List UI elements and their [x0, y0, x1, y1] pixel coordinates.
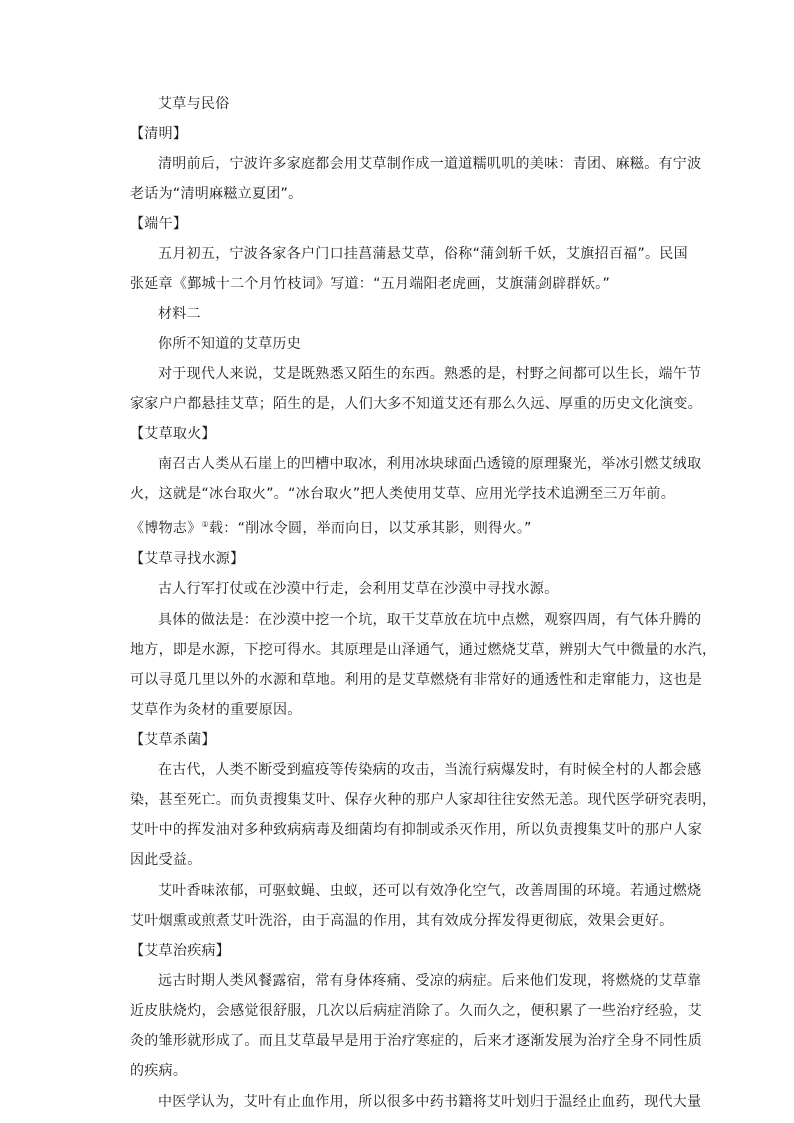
paragraph-qingming — [130, 154, 702, 205]
paragraph-water-2 — [130, 610, 717, 721]
paragraph-sterilize-1 — [130, 760, 717, 871]
heading-water: 【艾草寻找水源】 — [130, 550, 245, 567]
paragraph-intro — [130, 364, 702, 415]
paragraph-line: 清明前后，宁波许多家庭都会用艾草制作成一道道糯叽叽的美味：青团、麻糍。有宁波 — [158, 156, 702, 172]
paragraph-line: 的疾病。 — [130, 1062, 188, 1079]
heading-sterilize: 【艾草杀菌】 — [130, 731, 216, 748]
paragraph-line: 艾叶香味浓郁，可驱蚊蝇、虫蚁，还可以有效净化空气，改善周围的环境。若通过燃烧 — [158, 882, 702, 899]
heading-fire: 【艾草取火】 — [130, 426, 216, 442]
paragraph-line: 具体的做法是：在沙漠中挖一个坑，取干艾草放在坑中点燃，观察四周，有气体升腾的 — [158, 611, 702, 628]
history-title: 你所不知道的艾草历史 — [158, 336, 301, 352]
paragraph-disease-1 — [130, 971, 702, 1082]
paragraph-line: 中医学认为，艾叶有止血作用，所以很多中药书籍将艾叶划归于温经止血药，现代大量 — [158, 1093, 702, 1110]
paragraph-line: 火，这就是“冰台取火”。“冰台取火”把人类使用艾草、应用光学技术追溯至三万年前。 — [130, 486, 676, 502]
paragraph-line: 近皮肤烧灼，会感觉很舒服，几次以后病症消除了。久而久之，便积累了一些治疗经验，艾 — [130, 1002, 702, 1019]
heading-duanwu: 【端午】 — [130, 216, 188, 232]
paragraph-line: 张延章《鄞城十二个月竹枝词》写道：“五月端阳老虎画，艾旗蒲剑辟群妖。” — [130, 276, 611, 292]
paragraph-line: 远古时期人类风餐露宿，常有身体疼痛、受凉的病症。后来他们发现，将燃烧的艾草靠 — [158, 972, 702, 989]
paragraph-line: 因此受益。 — [130, 851, 202, 868]
paragraph-sterilize-2 — [130, 881, 702, 932]
paragraph-line: 老话为“清明麻糍立夏团”。 — [130, 186, 303, 202]
paragraph-line: 古人行军打仗或在沙漠中行走，会利用艾草在沙漠中寻找水源。 — [158, 580, 559, 597]
paragraph-line: 对于现代人来说，艾是既熟悉又陌生的东西。熟悉的是，村野之间都可以生长，端午节 — [158, 366, 702, 382]
paragraph-water-1 — [130, 579, 666, 600]
document-page — [130, 94, 717, 1113]
material-two-label: 材料二 — [158, 306, 201, 322]
paragraph-line: 染，甚至死亡。而负责搜集艾叶、保存火种的那户人家却往往安然无恙。现代医学研究表明， — [130, 791, 717, 808]
paragraph-line: 家家户户都悬挂艾草；陌生的是，人们大多不知道艾还有那么久远、厚重的历史文化演变。 — [130, 396, 702, 412]
paragraph-line: 可以寻觅几里以外的水源和草地。利用的是艾草燃烧有非常好的通透性和走窜能力，这也是 — [130, 671, 702, 688]
paragraph-line: 艾叶烟熏或煎煮艾叶洗浴，由于高温的作用，其有效成分挥发得更彻底，效果会更好。 — [130, 912, 674, 929]
paragraph-line: 五月初五，宁波各家各户门口挂菖蒲悬艾草，俗称“蒲剑斩千妖，艾旗招百福”。民国 — [158, 246, 688, 262]
paragraph-line: 艾草作为灸材的重要原因。 — [130, 701, 302, 718]
paragraph-duanwu — [130, 244, 688, 295]
paragraph-line: 在古代，人类不断受到瘟疫等传染病的攻击，当流行病爆发时，有时候全村的人都会感 — [158, 761, 702, 778]
footnote-marker: ① — [201, 520, 209, 529]
paragraph-line: 灸的雏形就形成了。而且艾草最早是用于治疗寒症的，后来才逐渐发展为治疗全身不同性质 — [130, 1032, 702, 1049]
heading-disease: 【艾草治疾病】 — [130, 942, 231, 959]
heading-qingming: 【清明】 — [130, 126, 188, 142]
paragraph-fire — [130, 454, 702, 540]
section-title: 艾草与民俗 — [158, 96, 230, 112]
quote-text: 载：“削冰令圆，举而向日，以艾承其影，则得火。” — [208, 520, 532, 537]
paragraph-line: 南召古人类从石崖上的凹槽中取冰，利用冰块球面凸透镜的原理聚光，举冰引燃艾绒取 — [158, 456, 702, 472]
paragraph-line: 艾叶中的挥发油对多种致病病毒及细菌均有抑制或杀灭作用，所以负责搜集艾叶的那户人家 — [130, 821, 702, 838]
book-title: 《博物志》 — [130, 520, 202, 537]
paragraph-line: 地方，即是水源，下挖可得水。其原理是山泽通气，通过燃烧艾草，辨别大气中微量的水汽， — [130, 641, 717, 658]
paragraph-disease-2 — [130, 1092, 702, 1113]
paragraph-line-quote — [130, 514, 666, 540]
